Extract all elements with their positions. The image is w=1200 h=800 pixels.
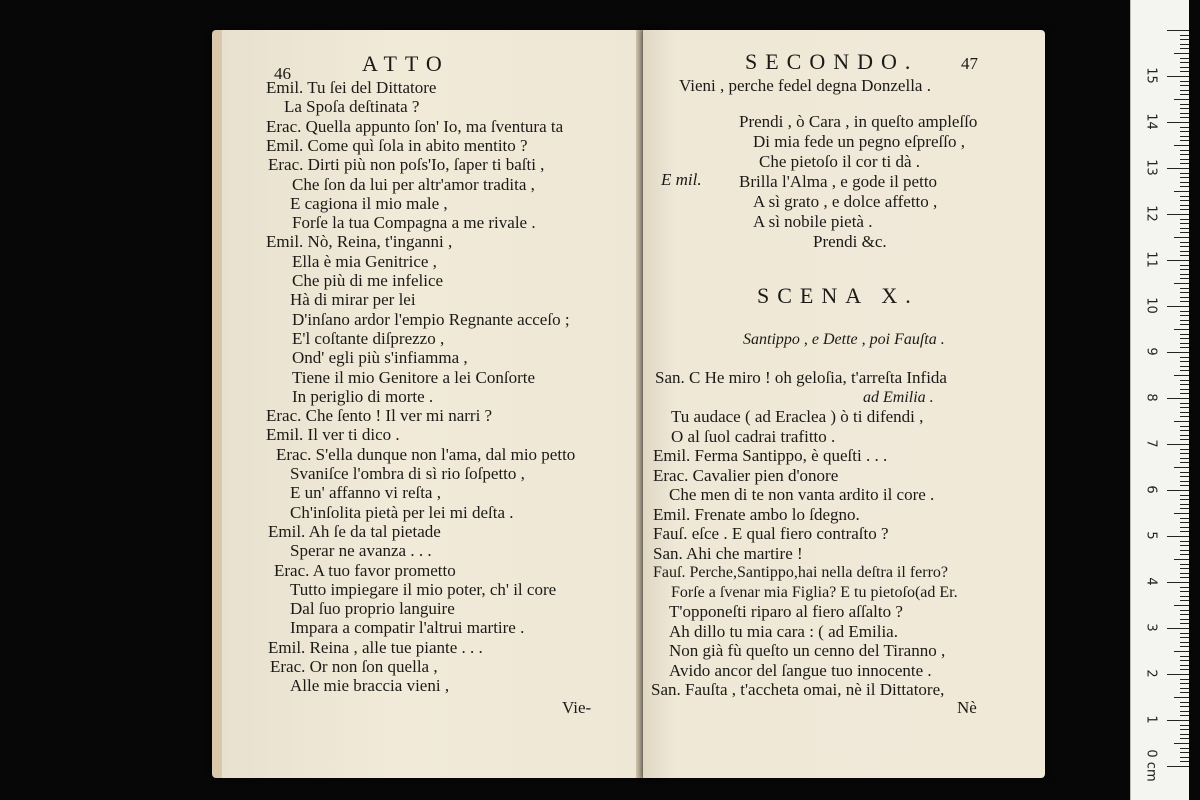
aria-line: A sì grato , e dolce affetto , — [753, 192, 938, 211]
text-line: E'l coſtante diſprezzo , — [292, 328, 445, 348]
ruler-tick — [1180, 108, 1189, 109]
ruler-tick — [1180, 458, 1189, 459]
ruler-tick — [1180, 67, 1189, 68]
ruler-tick — [1180, 430, 1189, 431]
ruler-tick — [1174, 99, 1189, 100]
ruler-tick — [1180, 315, 1189, 316]
ruler-tick — [1180, 665, 1189, 666]
text-line-right-top: Vieni , perche fedel degna Donzella . — [679, 76, 931, 95]
text-line: Forſe la tua Compagna a me rivale . — [292, 213, 536, 233]
ruler-tick — [1180, 715, 1189, 716]
ruler-tick — [1180, 646, 1189, 647]
ruler-tick — [1180, 357, 1189, 358]
dialogue-line: Che men di te non vanta ardito il core . — [669, 485, 935, 504]
ruler-tick — [1167, 260, 1189, 261]
ruler-tick — [1167, 444, 1189, 445]
dialogue-line: San. Fauſta , t'accheta omai, nè il Dittatore, — [651, 680, 945, 699]
text-line: Dal ſuo proprio languire — [290, 599, 455, 619]
text-line: Che ſon da lui per altr'amor tradita , — [292, 174, 535, 194]
ruler-tick — [1180, 462, 1189, 463]
ruler-tick — [1180, 154, 1189, 155]
ruler-tick — [1180, 614, 1189, 615]
ruler-number: 5 — [1143, 531, 1159, 540]
ruler-tick — [1174, 237, 1189, 238]
dialogue-line: San. Ahi che martire ! — [653, 543, 803, 563]
text-line: Emil. Il ver ti dico . — [266, 425, 400, 445]
ruler-tick — [1174, 375, 1189, 376]
ruler-tick — [1167, 720, 1189, 721]
ruler-tick — [1167, 76, 1189, 77]
ruler-tick — [1180, 757, 1189, 758]
ruler-tick — [1167, 122, 1189, 123]
ruler-tick — [1180, 219, 1189, 220]
ruler-tick — [1180, 136, 1189, 137]
running-header-right: SECONDO. — [745, 49, 919, 74]
text-line: Erac. Dirti più non poſs'Io, ſaper ti baſti , — [268, 155, 545, 175]
dialogue-line: Fauſ. Perche,Santippo,hai nella deſtra il ferro? — [653, 564, 949, 581]
ruler-tick — [1180, 196, 1189, 197]
text-line: Che più di me infelice — [292, 271, 444, 290]
ruler-tick — [1180, 288, 1189, 289]
ruler-tick — [1180, 140, 1189, 141]
ruler-tick — [1180, 453, 1189, 454]
ruler-tick — [1180, 426, 1189, 427]
dialogue-line: Non già fù queſto un cenno del Tiranno , — [669, 641, 946, 660]
ruler-tick — [1180, 265, 1189, 266]
ruler-tick — [1174, 605, 1189, 606]
ruler-tick — [1180, 81, 1189, 82]
ruler-tick — [1180, 412, 1189, 413]
ruler-tick — [1180, 573, 1189, 574]
ruler-tick — [1180, 568, 1189, 569]
ruler-tick — [1167, 490, 1189, 491]
ruler-tick — [1180, 366, 1189, 367]
ruler-tick — [1167, 30, 1189, 31]
dialogue-line: Fauſ. eſce . E qual fiero contraſto ? — [653, 524, 889, 543]
ruler-tick — [1180, 393, 1189, 394]
text-line: Emil. Nò, Reina, t'inganni , — [266, 232, 453, 252]
ruler-tick — [1174, 743, 1189, 744]
ruler-tick — [1180, 522, 1189, 523]
text-line: In periglio di morte . — [292, 386, 434, 406]
dialogue-line: T'opponeſti riparo al fiero aſſalto ? — [669, 602, 903, 621]
ruler-tick — [1180, 35, 1189, 36]
dialogue-line: Ah dillo tu mia cara : ( ad Emilia. — [669, 621, 898, 641]
ruler-tick — [1180, 734, 1189, 735]
ruler-tick — [1180, 150, 1189, 151]
ruler-tick — [1180, 173, 1189, 174]
ruler-tick — [1180, 495, 1189, 496]
text-line: Erac. A tuo favor prometto — [274, 560, 456, 580]
ruler-tick — [1180, 403, 1189, 404]
ruler-tick — [1180, 527, 1189, 528]
ruler-tick — [1180, 637, 1189, 638]
ruler-tick — [1180, 255, 1189, 256]
ruler-tick — [1180, 380, 1189, 381]
text-line: Erac. Or non ſon quella , — [270, 657, 438, 676]
ruler-tick — [1180, 71, 1189, 72]
ruler-number: 1 — [1143, 715, 1159, 724]
ruler-tick — [1167, 352, 1189, 353]
ruler-tick — [1174, 145, 1189, 146]
ruler-tick — [1180, 90, 1189, 91]
aria-line: Che pietoſo il cor ti dà . — [759, 152, 920, 171]
ruler-tick — [1180, 591, 1189, 592]
aria-line: Prendi , ò Cara , in queſto ampleſſo — [739, 112, 978, 131]
ruler-tick — [1180, 159, 1189, 160]
ruler-number: 14 — [1143, 113, 1159, 130]
text-line: Hà di mirar per lei — [290, 290, 416, 310]
ruler-tick — [1180, 39, 1189, 40]
text-line: E cagiona il mio male , — [290, 193, 448, 213]
ruler-tick — [1174, 697, 1189, 698]
ruler-tick — [1180, 58, 1189, 59]
dialogue-line: Tu audace ( ad Eraclea ) ò ti difendi , — [671, 407, 924, 426]
aria-line: Di mia fede un pegno eſpreſſo , — [753, 132, 965, 151]
ruler-tick — [1180, 232, 1189, 233]
ruler-tick — [1180, 48, 1189, 49]
aria-line: Brilla l'Alma , e gode il petto — [739, 172, 938, 191]
ruler-tick — [1180, 683, 1189, 684]
ruler-tick — [1180, 311, 1189, 312]
text-line: Ond' egli più s'infiamma , — [292, 348, 468, 368]
ruler-tick — [1180, 370, 1189, 371]
text-line: Erac. Che ſento ! Il ver mi narri ? — [266, 406, 493, 426]
text-line: E un' affanno vi reſta , — [290, 483, 441, 503]
text-line: Ch'inſolita pietà per lei mi deſta . — [290, 502, 514, 522]
ruler-tick — [1180, 416, 1189, 417]
ruler-tick — [1180, 587, 1189, 588]
ruler-tick — [1174, 283, 1189, 284]
ruler-tick — [1180, 554, 1189, 555]
ruler-tick — [1180, 44, 1189, 45]
ruler-number: 12 — [1143, 205, 1159, 222]
ruler-tick — [1180, 449, 1189, 450]
ruler-tick — [1180, 472, 1189, 473]
ruler-tick — [1167, 766, 1189, 767]
ruler-tick — [1180, 384, 1189, 385]
text-line: Emil. Ah ſe da tal pietade — [268, 521, 441, 541]
ruler-number: 8 — [1143, 393, 1159, 402]
ruler-tick — [1180, 642, 1189, 643]
ruler-tick — [1167, 306, 1189, 307]
ruler-number: 13 — [1143, 159, 1159, 176]
ruler-tick — [1180, 545, 1189, 546]
ruler-tick — [1180, 660, 1189, 661]
ruler-tick — [1180, 334, 1189, 335]
ruler-tick — [1180, 481, 1189, 482]
ruler-tick — [1180, 163, 1189, 164]
ruler-tick — [1180, 94, 1189, 95]
ruler-tick — [1167, 214, 1189, 215]
ruler-tick — [1180, 702, 1189, 703]
ruler-tick — [1180, 508, 1189, 509]
ruler-tick — [1180, 633, 1189, 634]
ruler-tick — [1180, 251, 1189, 252]
ruler-tick — [1180, 278, 1189, 279]
text-line: Tutto impiegare il mio poter, ch' il core — [290, 579, 557, 599]
dialogue-line: San. C He miro ! oh geloſia, t'arreſta Infida — [655, 368, 947, 387]
text-line: Sperar ne avanza . . . — [290, 541, 432, 561]
ruler-tick — [1174, 559, 1189, 560]
text-line: Svaniſce l'ombra di sì rio ſoſpetto , — [290, 464, 525, 483]
dialogue-line: O al ſuol cadrai trafitto . — [671, 426, 836, 446]
right-page — [643, 30, 1045, 778]
ruler-tick — [1180, 711, 1189, 712]
ruler-tick — [1180, 623, 1189, 624]
ruler-tick — [1180, 518, 1189, 519]
ruler-tick — [1180, 725, 1189, 726]
ruler-number: 9 — [1143, 347, 1159, 356]
ruler-tick — [1180, 223, 1189, 224]
ruler-number: 15 — [1143, 67, 1159, 84]
ruler-tick — [1180, 205, 1189, 206]
ruler-tick — [1180, 338, 1189, 339]
text-line: Emil. Reina , alle tue piante . . . — [268, 637, 483, 657]
ruler-tick — [1180, 600, 1189, 601]
ruler-tick — [1180, 131, 1189, 132]
ruler-tick — [1180, 669, 1189, 670]
ruler-tick — [1180, 117, 1189, 118]
text-line: La Spoſa deſtinata ? — [284, 97, 420, 117]
ruler-tick — [1180, 619, 1189, 620]
ruler-tick — [1167, 582, 1189, 583]
ruler-tick — [1180, 274, 1189, 275]
ruler-tick — [1180, 361, 1189, 362]
ruler-tick — [1180, 182, 1189, 183]
ruler-tick — [1180, 476, 1189, 477]
text-line: D'inſano ardor l'empio Regnante acceſo ; — [292, 309, 570, 329]
ruler-tick — [1180, 656, 1189, 657]
ruler-tick — [1180, 564, 1189, 565]
aria-line: A sì nobile pietà . — [753, 212, 873, 231]
ruler-tick — [1180, 752, 1189, 753]
text-line: Ella è mia Genitrice , — [292, 251, 437, 271]
ruler-tick — [1174, 513, 1189, 514]
ruler-tick — [1180, 62, 1189, 63]
ruler-tick — [1174, 191, 1189, 192]
ruler-tick — [1180, 177, 1189, 178]
ruler-tick — [1180, 301, 1189, 302]
ruler-tick — [1174, 329, 1189, 330]
text-line: Alle mie braccia vieni , — [290, 676, 450, 696]
measuring-ruler — [1130, 0, 1189, 800]
ruler-tick — [1180, 439, 1189, 440]
page-number-left: 46 — [274, 64, 291, 83]
ruler-number: 6 — [1143, 485, 1159, 494]
catchword-right: Nè — [957, 698, 977, 717]
ruler-tick — [1180, 200, 1189, 201]
ruler-tick — [1180, 485, 1189, 486]
ruler-tick — [1167, 628, 1189, 629]
ruler-tick — [1174, 467, 1189, 468]
ruler-tick — [1180, 209, 1189, 210]
dialogue-line: Forſe a ſvenar mia Figlia? E tu pietoſo(ad Er. — [671, 583, 958, 601]
ruler-tick — [1180, 499, 1189, 500]
text-line: Impara a compatir l'altrui martire . — [290, 618, 525, 638]
ruler-tick — [1180, 435, 1189, 436]
ruler-tick — [1180, 610, 1189, 611]
ruler-tick — [1180, 228, 1189, 229]
catchword-left: Vie- — [562, 698, 592, 717]
ruler-tick — [1180, 269, 1189, 270]
ruler-tick — [1167, 168, 1189, 169]
ruler-tick — [1180, 407, 1189, 408]
ruler-tick — [1180, 85, 1189, 86]
ruler-tick — [1180, 761, 1189, 762]
ruler-number: 4 — [1143, 577, 1159, 586]
scene-cast: Santippo , e Dette , poi Fauſta . — [743, 331, 945, 348]
aria-line: Prendi &c. — [813, 232, 887, 251]
ruler-number: 11 — [1143, 251, 1159, 268]
ruler-number: 3 — [1143, 623, 1159, 632]
ruler-tick — [1180, 324, 1189, 325]
ruler-tick — [1180, 531, 1189, 532]
ruler-tick — [1180, 113, 1189, 114]
dialogue-line: Emil. Ferma Santippo, è queſti . . . — [653, 446, 888, 465]
ruler-tick — [1167, 398, 1189, 399]
ruler-tick — [1180, 541, 1189, 542]
dialogue-line: Erac. Cavalier pien d'onore — [653, 465, 839, 485]
running-header-left: ATTO — [362, 51, 450, 76]
ruler-tick — [1180, 706, 1189, 707]
ruler-tick — [1180, 688, 1189, 689]
ruler-tick — [1180, 127, 1189, 128]
ruler-tick — [1174, 53, 1189, 54]
ruler-tick — [1180, 186, 1189, 187]
ruler-tick — [1174, 651, 1189, 652]
aria-speaker: E mil. — [661, 170, 702, 189]
ruler-tick — [1180, 504, 1189, 505]
ruler-tick — [1180, 320, 1189, 321]
dialogue-line: ad Emilia . — [863, 388, 934, 406]
ruler-tick — [1180, 292, 1189, 293]
dialogue-line: Emil. Frenate ambo lo ſdegno. — [653, 504, 860, 524]
ruler-tick — [1180, 679, 1189, 680]
ruler-tick — [1180, 242, 1189, 243]
text-line: Emil. Tu ſei del Dittatore — [266, 78, 437, 97]
ruler-tick — [1180, 729, 1189, 730]
ruler-tick — [1180, 550, 1189, 551]
ruler-number: 10 — [1143, 297, 1159, 314]
ruler-tick — [1180, 297, 1189, 298]
ruler-number: 0 cm — [1143, 749, 1159, 782]
ruler-tick — [1180, 577, 1189, 578]
ruler-tick — [1180, 596, 1189, 597]
dialogue-line: Avido ancor del ſangue tuo innocente . — [669, 660, 932, 680]
text-line: Erac. Quella appunto ſon' Io, ma ſventura ta — [266, 116, 564, 136]
ruler-tick — [1167, 536, 1189, 537]
ruler-number: 7 — [1143, 439, 1159, 448]
ruler-tick — [1180, 389, 1189, 390]
ruler-tick — [1180, 692, 1189, 693]
ruler-tick — [1174, 421, 1189, 422]
text-line: Erac. S'ella dunque non l'ama, dal mio petto — [276, 444, 576, 464]
ruler-tick — [1180, 343, 1189, 344]
ruler-tick — [1167, 674, 1189, 675]
ruler-tick — [1180, 738, 1189, 739]
ruler-tick — [1180, 246, 1189, 247]
text-line: Tiene il mio Genitore a lei Conſorte — [292, 367, 535, 387]
ruler-tick — [1180, 347, 1189, 348]
left-page — [212, 30, 652, 778]
ruler-tick — [1180, 748, 1189, 749]
scene-title: SCENA X. — [757, 283, 919, 308]
ruler-number: 2 — [1143, 669, 1159, 678]
ruler-tick — [1180, 104, 1189, 105]
page-number-right: 47 — [961, 54, 978, 73]
text-line: Emil. Come quì ſola in abito mentito ? — [266, 135, 528, 155]
